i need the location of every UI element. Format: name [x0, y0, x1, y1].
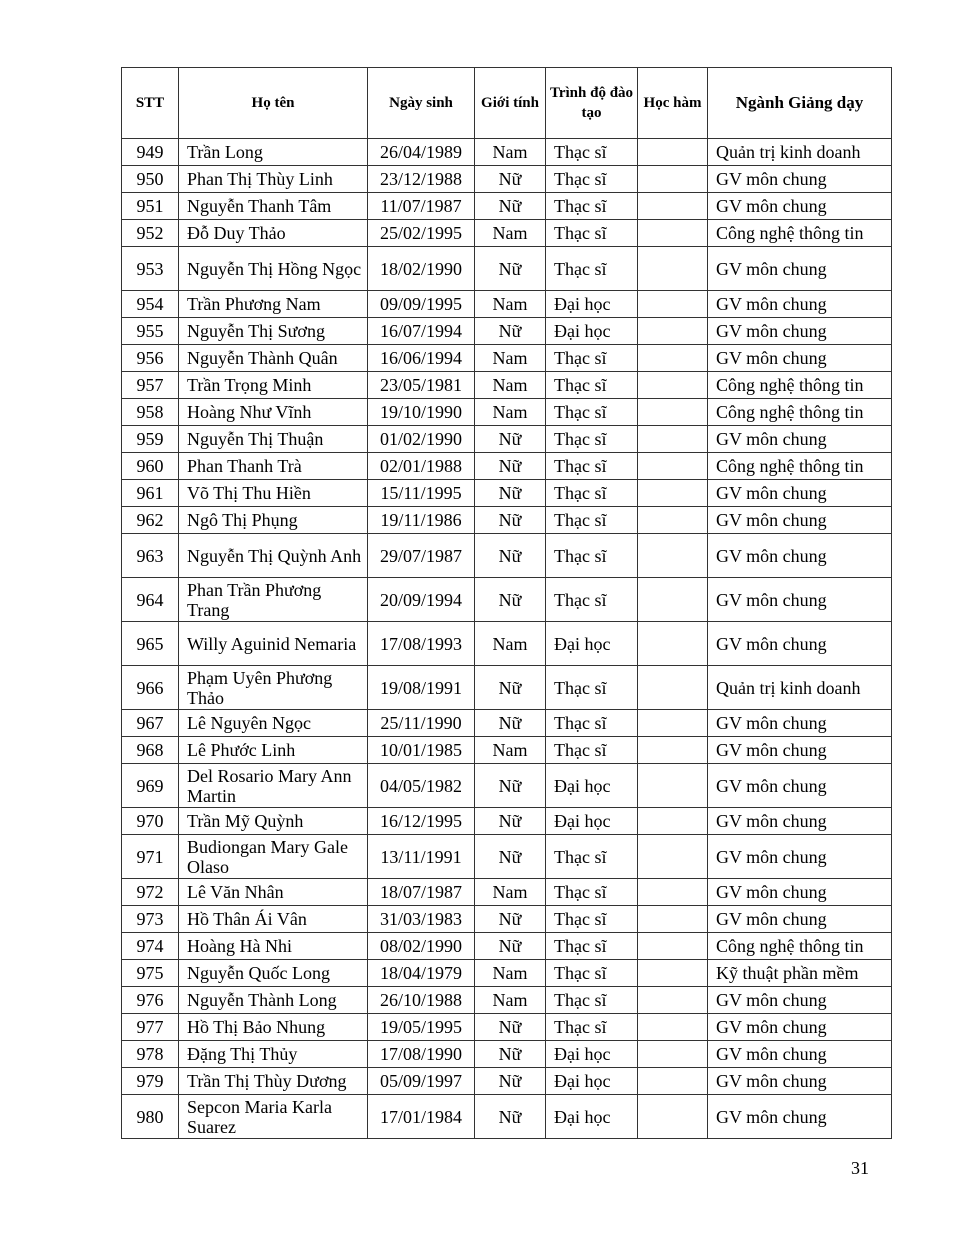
cell-degree: Thạc sĩ: [546, 139, 638, 166]
cell-degree: Thạc sĩ: [546, 835, 638, 879]
cell-stt: 966: [122, 666, 179, 710]
cell-gender: Nữ: [475, 534, 546, 578]
table-row: [122, 835, 892, 879]
header-dob: Ngày sinh: [368, 68, 475, 139]
cell-name: Nguyễn Thị Sương: [179, 318, 368, 345]
cell-gender: Nữ: [475, 764, 546, 808]
cell-major: GV môn chung: [708, 426, 892, 453]
cell-stt: 975: [122, 960, 179, 987]
cell-academic-title: [638, 480, 708, 507]
cell-academic-title: [638, 879, 708, 906]
cell-name: Hồ Thị Bảo Nhung: [179, 1014, 368, 1041]
cell-gender: Nữ: [475, 247, 546, 291]
cell-degree: Đại học: [546, 1095, 638, 1139]
table-row: [122, 666, 892, 710]
table-row: [122, 193, 892, 220]
cell-academic-title: [638, 193, 708, 220]
cell-name: Phan Trần Phương Trang: [179, 578, 368, 622]
cell-stt: 953: [122, 247, 179, 291]
cell-stt: 954: [122, 291, 179, 318]
cell-gender: Nữ: [475, 710, 546, 737]
cell-dob: 19/10/1990: [368, 399, 475, 426]
cell-academic-title: [638, 835, 708, 879]
cell-gender: Nữ: [475, 808, 546, 835]
cell-degree: Thạc sĩ: [546, 578, 638, 622]
cell-stt: 950: [122, 166, 179, 193]
cell-stt: 969: [122, 764, 179, 808]
cell-major: GV môn chung: [708, 291, 892, 318]
cell-stt: 971: [122, 835, 179, 879]
cell-stt: 964: [122, 578, 179, 622]
cell-gender: Nữ: [475, 480, 546, 507]
cell-degree: Thạc sĩ: [546, 960, 638, 987]
cell-dob: 17/01/1984: [368, 1095, 475, 1139]
header-name: Họ tên: [179, 68, 368, 139]
cell-stt: 961: [122, 480, 179, 507]
cell-major: GV môn chung: [708, 480, 892, 507]
table-row: [122, 764, 892, 808]
cell-name: Lê Văn Nhân: [179, 879, 368, 906]
cell-dob: 13/11/1991: [368, 835, 475, 879]
cell-academic-title: [638, 1041, 708, 1068]
cell-major: Công nghệ thông tin: [708, 372, 892, 399]
cell-degree: Đại học: [546, 318, 638, 345]
cell-major: GV môn chung: [708, 166, 892, 193]
cell-academic-title: [638, 987, 708, 1014]
cell-degree: Thạc sĩ: [546, 426, 638, 453]
cell-degree: Thạc sĩ: [546, 879, 638, 906]
table-row: [122, 622, 892, 666]
cell-stt: 957: [122, 372, 179, 399]
cell-name: Hồ Thân Ái Vân: [179, 906, 368, 933]
cell-gender: Nam: [475, 879, 546, 906]
table-row: [122, 139, 892, 166]
cell-gender: Nữ: [475, 906, 546, 933]
cell-major: GV môn chung: [708, 987, 892, 1014]
cell-gender: Nữ: [475, 453, 546, 480]
cell-name: Nguyễn Thanh Tâm: [179, 193, 368, 220]
cell-degree: Thạc sĩ: [546, 480, 638, 507]
cell-gender: Nam: [475, 345, 546, 372]
header-academic-title: Học hàm: [638, 68, 708, 139]
cell-major: GV môn chung: [708, 1095, 892, 1139]
cell-name: Trần Phương Nam: [179, 291, 368, 318]
cell-dob: 23/05/1981: [368, 372, 475, 399]
cell-name: Trần Mỹ Quỳnh: [179, 808, 368, 835]
table-row: [122, 291, 892, 318]
cell-academic-title: [638, 166, 708, 193]
cell-academic-title: [638, 139, 708, 166]
cell-academic-title: [638, 318, 708, 345]
cell-academic-title: [638, 666, 708, 710]
cell-gender: Nữ: [475, 666, 546, 710]
table-row: [122, 808, 892, 835]
cell-dob: 15/11/1995: [368, 480, 475, 507]
cell-stt: 968: [122, 737, 179, 764]
cell-academic-title: [638, 291, 708, 318]
cell-academic-title: [638, 578, 708, 622]
cell-academic-title: [638, 534, 708, 578]
cell-stt: 979: [122, 1068, 179, 1095]
cell-major: GV môn chung: [708, 622, 892, 666]
cell-academic-title: [638, 622, 708, 666]
cell-name: Nguyễn Thành Quân: [179, 345, 368, 372]
cell-major: GV môn chung: [708, 534, 892, 578]
cell-gender: Nữ: [475, 835, 546, 879]
cell-gender: Nam: [475, 139, 546, 166]
cell-degree: Thạc sĩ: [546, 193, 638, 220]
cell-gender: Nữ: [475, 1068, 546, 1095]
header-degree: Trình độ đào tạo: [546, 68, 638, 139]
cell-academic-title: [638, 345, 708, 372]
table-row: [122, 987, 892, 1014]
cell-dob: 10/01/1985: [368, 737, 475, 764]
cell-gender: Nữ: [475, 1095, 546, 1139]
cell-gender: Nữ: [475, 1014, 546, 1041]
cell-name: Trần Trọng Minh: [179, 372, 368, 399]
cell-academic-title: [638, 1014, 708, 1041]
cell-gender: Nữ: [475, 193, 546, 220]
cell-name: Willy Aguinid Nemaria: [179, 622, 368, 666]
cell-dob: 20/09/1994: [368, 578, 475, 622]
cell-name: Nguyễn Thị Hồng Ngọc: [179, 247, 368, 291]
cell-gender: Nữ: [475, 933, 546, 960]
table-row: [122, 1068, 892, 1095]
cell-major: Kỹ thuật phần mềm: [708, 960, 892, 987]
cell-academic-title: [638, 1068, 708, 1095]
cell-gender: Nam: [475, 960, 546, 987]
cell-degree: Thạc sĩ: [546, 372, 638, 399]
cell-gender: Nữ: [475, 166, 546, 193]
table-row: [122, 933, 892, 960]
cell-gender: Nữ: [475, 507, 546, 534]
cell-name: Trần Long: [179, 139, 368, 166]
cell-academic-title: [638, 399, 708, 426]
cell-degree: Thạc sĩ: [546, 666, 638, 710]
cell-stt: 965: [122, 622, 179, 666]
cell-major: GV môn chung: [708, 764, 892, 808]
table-row: [122, 318, 892, 345]
table-row: [122, 534, 892, 578]
cell-major: GV môn chung: [708, 1068, 892, 1095]
cell-dob: 18/02/1990: [368, 247, 475, 291]
cell-name: Nguyễn Thị Quỳnh Anh: [179, 534, 368, 578]
header-row: [122, 68, 892, 139]
cell-dob: 16/07/1994: [368, 318, 475, 345]
cell-stt: 949: [122, 139, 179, 166]
cell-major: GV môn chung: [708, 710, 892, 737]
cell-degree: Thạc sĩ: [546, 220, 638, 247]
cell-dob: 26/10/1988: [368, 987, 475, 1014]
cell-major: GV môn chung: [708, 1041, 892, 1068]
table-row: [122, 879, 892, 906]
cell-stt: 973: [122, 906, 179, 933]
cell-gender: Nữ: [475, 426, 546, 453]
cell-major: GV môn chung: [708, 193, 892, 220]
cell-major: GV môn chung: [708, 318, 892, 345]
table-row: [122, 578, 892, 622]
cell-dob: 18/07/1987: [368, 879, 475, 906]
header-major: Ngành Giảng dạy: [708, 68, 892, 139]
cell-gender: Nam: [475, 399, 546, 426]
cell-degree: Đại học: [546, 291, 638, 318]
cell-dob: 02/01/1988: [368, 453, 475, 480]
cell-academic-title: [638, 453, 708, 480]
cell-major: Quản trị kinh doanh: [708, 139, 892, 166]
cell-degree: Thạc sĩ: [546, 534, 638, 578]
cell-dob: 19/08/1991: [368, 666, 475, 710]
cell-dob: 25/11/1990: [368, 710, 475, 737]
cell-stt: 951: [122, 193, 179, 220]
cell-degree: Thạc sĩ: [546, 345, 638, 372]
cell-dob: 23/12/1988: [368, 166, 475, 193]
cell-stt: 970: [122, 808, 179, 835]
cell-dob: 29/07/1987: [368, 534, 475, 578]
table-row: [122, 372, 892, 399]
cell-stt: 967: [122, 710, 179, 737]
table-row: [122, 710, 892, 737]
cell-degree: Đại học: [546, 1041, 638, 1068]
staff-table: [121, 67, 892, 1139]
cell-major: GV môn chung: [708, 507, 892, 534]
cell-degree: Thạc sĩ: [546, 987, 638, 1014]
cell-academic-title: [638, 507, 708, 534]
cell-major: Quản trị kinh doanh: [708, 666, 892, 710]
cell-dob: 08/02/1990: [368, 933, 475, 960]
cell-dob: 17/08/1990: [368, 1041, 475, 1068]
cell-major: GV môn chung: [708, 835, 892, 879]
table-body: [122, 139, 892, 1139]
cell-gender: Nam: [475, 220, 546, 247]
cell-major: GV môn chung: [708, 808, 892, 835]
cell-major: Công nghệ thông tin: [708, 399, 892, 426]
cell-major: Công nghệ thông tin: [708, 453, 892, 480]
cell-academic-title: [638, 737, 708, 764]
cell-name: Lê Nguyên Ngọc: [179, 710, 368, 737]
table-row: [122, 1014, 892, 1041]
cell-degree: Thạc sĩ: [546, 906, 638, 933]
cell-gender: Nữ: [475, 578, 546, 622]
page-number: 31: [851, 1158, 869, 1178]
cell-major: Công nghệ thông tin: [708, 220, 892, 247]
cell-dob: 19/11/1986: [368, 507, 475, 534]
cell-stt: 976: [122, 987, 179, 1014]
cell-dob: 25/02/1995: [368, 220, 475, 247]
cell-degree: Thạc sĩ: [546, 507, 638, 534]
cell-degree: Đại học: [546, 764, 638, 808]
cell-degree: Thạc sĩ: [546, 737, 638, 764]
cell-gender: Nữ: [475, 1041, 546, 1068]
cell-name: Hoàng Hà Nhi: [179, 933, 368, 960]
cell-name: Budiongan Mary Gale Olaso: [179, 835, 368, 879]
cell-major: GV môn chung: [708, 737, 892, 764]
cell-degree: Đại học: [546, 1068, 638, 1095]
cell-name: Nguyễn Thành Long: [179, 987, 368, 1014]
cell-degree: Thạc sĩ: [546, 933, 638, 960]
cell-degree: Thạc sĩ: [546, 247, 638, 291]
table-row: [122, 453, 892, 480]
table-row: [122, 247, 892, 291]
cell-gender: Nam: [475, 622, 546, 666]
cell-major: GV môn chung: [708, 1014, 892, 1041]
cell-name: Hoàng Như Vĩnh: [179, 399, 368, 426]
cell-stt: 978: [122, 1041, 179, 1068]
cell-dob: 04/05/1982: [368, 764, 475, 808]
table-row: [122, 1095, 892, 1139]
cell-name: Trần Thị Thùy Dương: [179, 1068, 368, 1095]
cell-name: Phạm Uyên Phương Thảo: [179, 666, 368, 710]
cell-major: GV môn chung: [708, 578, 892, 622]
cell-gender: Nam: [475, 987, 546, 1014]
cell-degree: Thạc sĩ: [546, 399, 638, 426]
cell-degree: Thạc sĩ: [546, 1014, 638, 1041]
cell-name: Phan Thị Thùy Linh: [179, 166, 368, 193]
cell-stt: 959: [122, 426, 179, 453]
cell-stt: 952: [122, 220, 179, 247]
cell-major: GV môn chung: [708, 247, 892, 291]
cell-dob: 09/09/1995: [368, 291, 475, 318]
cell-academic-title: [638, 808, 708, 835]
cell-academic-title: [638, 1095, 708, 1139]
table-row: [122, 345, 892, 372]
table-row: [122, 737, 892, 764]
table-row: [122, 399, 892, 426]
cell-major: GV môn chung: [708, 345, 892, 372]
cell-stt: 955: [122, 318, 179, 345]
cell-stt: 963: [122, 534, 179, 578]
cell-name: Lê Phước Linh: [179, 737, 368, 764]
cell-stt: 972: [122, 879, 179, 906]
cell-degree: Thạc sĩ: [546, 453, 638, 480]
cell-dob: 31/03/1983: [368, 906, 475, 933]
cell-dob: 19/05/1995: [368, 1014, 475, 1041]
cell-stt: 960: [122, 453, 179, 480]
cell-dob: 16/12/1995: [368, 808, 475, 835]
table-row: [122, 507, 892, 534]
header-gender: Giới tính: [475, 68, 546, 139]
table-row: [122, 1041, 892, 1068]
table-row: [122, 906, 892, 933]
table-row: [122, 480, 892, 507]
cell-academic-title: [638, 764, 708, 808]
cell-stt: 974: [122, 933, 179, 960]
cell-name: Đặng Thị Thủy: [179, 1041, 368, 1068]
cell-gender: Nam: [475, 737, 546, 764]
cell-academic-title: [638, 960, 708, 987]
table-row: [122, 960, 892, 987]
cell-academic-title: [638, 372, 708, 399]
cell-major: GV môn chung: [708, 906, 892, 933]
cell-dob: 11/07/1987: [368, 193, 475, 220]
cell-name: Ngô Thị Phụng: [179, 507, 368, 534]
cell-degree: Thạc sĩ: [546, 710, 638, 737]
cell-name: Nguyễn Thị Thuận: [179, 426, 368, 453]
cell-name: Del Rosario Mary Ann Martin: [179, 764, 368, 808]
cell-name: Đỗ Duy Thảo: [179, 220, 368, 247]
cell-name: Võ Thị Thu Hiền: [179, 480, 368, 507]
cell-academic-title: [638, 906, 708, 933]
cell-major: Công nghệ thông tin: [708, 933, 892, 960]
cell-gender: Nam: [475, 291, 546, 318]
cell-name: Phan Thanh Trà: [179, 453, 368, 480]
table-row: [122, 220, 892, 247]
table-row: [122, 426, 892, 453]
cell-academic-title: [638, 426, 708, 453]
cell-stt: 980: [122, 1095, 179, 1139]
cell-dob: 17/08/1993: [368, 622, 475, 666]
cell-academic-title: [638, 933, 708, 960]
cell-degree: Đại học: [546, 622, 638, 666]
cell-name: Sepcon Maria Karla Suarez: [179, 1095, 368, 1139]
cell-academic-title: [638, 247, 708, 291]
cell-stt: 977: [122, 1014, 179, 1041]
cell-gender: Nam: [475, 372, 546, 399]
cell-name: Nguyễn Quốc Long: [179, 960, 368, 987]
cell-dob: 05/09/1997: [368, 1068, 475, 1095]
cell-degree: Đại học: [546, 808, 638, 835]
cell-stt: 956: [122, 345, 179, 372]
table-row: [122, 166, 892, 193]
cell-gender: Nữ: [475, 318, 546, 345]
cell-dob: 26/04/1989: [368, 139, 475, 166]
cell-stt: 958: [122, 399, 179, 426]
cell-academic-title: [638, 220, 708, 247]
cell-stt: 962: [122, 507, 179, 534]
cell-academic-title: [638, 710, 708, 737]
cell-dob: 18/04/1979: [368, 960, 475, 987]
cell-major: GV môn chung: [708, 879, 892, 906]
cell-degree: Thạc sĩ: [546, 166, 638, 193]
cell-dob: 16/06/1994: [368, 345, 475, 372]
header-stt: STT: [122, 68, 179, 139]
cell-dob: 01/02/1990: [368, 426, 475, 453]
